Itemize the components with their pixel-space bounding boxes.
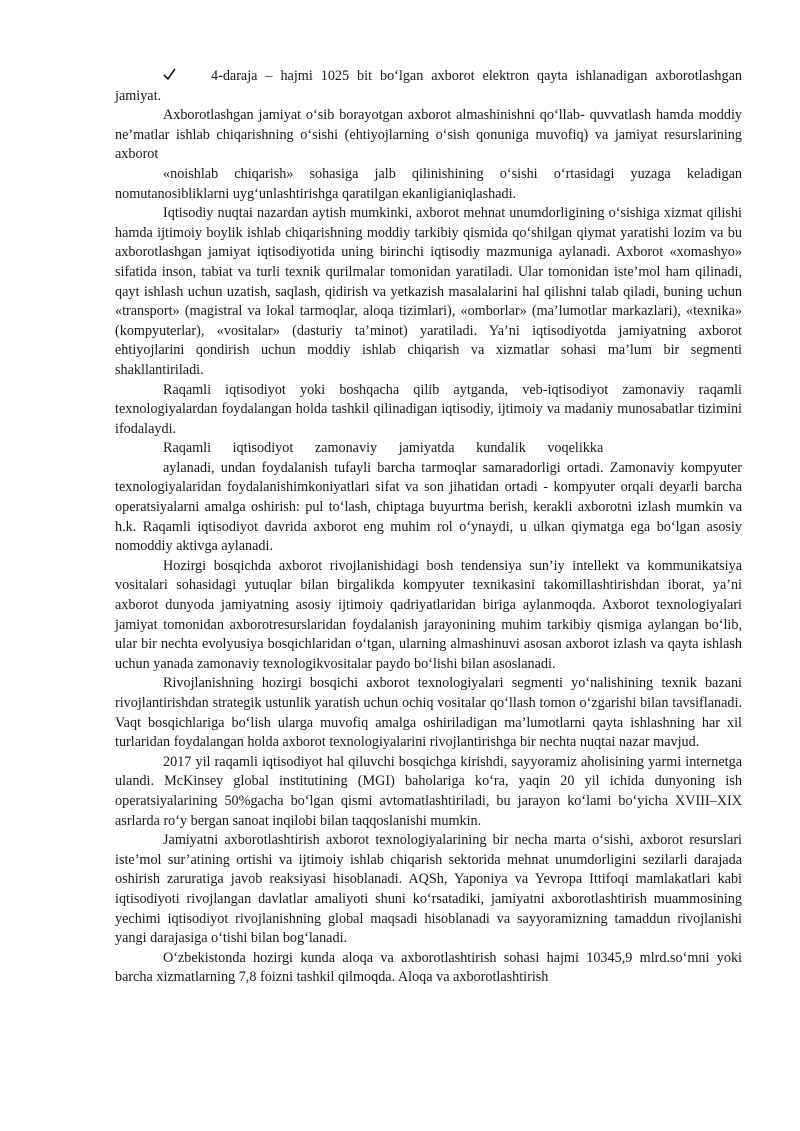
paragraph-text: 4-daraja – hajmi 1025 bit bo‘lgan axborot elektron qayta ishlanadigan axborotlashgan jamiyat. bbox=[115, 68, 742, 104]
paragraph: aylanadi, undan foydalanish tufayli barcha tarmoqlar samaradorligi ortadi. Zamonaviy kompyuter texnologiyalaridan foydalanishimkoniyatlari sifat va son jihatidan ortadi - kompyuter orqali deyarli barcha operatsiyalarni amalga oshirish: pul to‘lash, chiptaga buyurtma berish, kerakli axborotni izlash mumkin va h.k. Raqamli iqtisodiyot davrida axborot eng muhim rol o‘ynaydi, u ulkan qiymatga ega bo‘lgan asosiy nomoddiy aktivga aylanadi. bbox=[115, 459, 742, 555]
document-body bbox=[115, 67, 742, 988]
paragraph: Iqtisodiy nuqtai nazardan aytish mumkinki, axborot mehnat unumdorligining o‘sishiga xizmat qilishi hamda ijtimoiy boylik ishlab chiqarishning moddiy tarkibiy qismida qo‘shilgan qiymat yaratishi lozim va bu axborotlashgan jamiyat iqtisodiyotida uning birinchi iqtisodiy mazmuniga aylanadi. Axborot «xomashyo» sifatida inson, tabiat va turli texnik qurilmalar tomonidan yaratiladi. Ular tomonidan iste’mol ham qilinadi, qayt ishlash uchun uzatish, saqlash, qidirish va yetkazish masalalarini hal qilishni talab qiladi, buning uchun «transport» (magistral va lokal tarmoqlar, aloqa tizimlari), «omborlar» (ma’lumotlar markazlari), «texnika» (kompyuterlar), «vositalar» (dasturiy ta’minot) yaratiladi. Ya’ni iqtisodiyotda jamiyatning axborot ehtiyojlarini qondirish uchun moddiy ishlab chiqarish va xizmatlar sohasi ma’lum bir segmenti shakllantiriladi. bbox=[115, 205, 742, 378]
paragraph: Raqamli iqtisodiyot yoki boshqacha qilib aytganda, veb-iqtisodiyot zamonaviy raqamli texnologiyalardan foydalangan holda tashkil qilinadigan iqtisodiy, ijtimoiy va madaniy munosabatlar tizimini ifodalaydi. bbox=[115, 381, 742, 437]
paragraph: Raqamli iqtisodiyot zamonaviy jamiyatda kundalik voqelikka bbox=[163, 440, 604, 457]
checkmark-icon bbox=[163, 67, 211, 87]
paragraph: O‘zbekistonda hozirgi kunda aloqa va axborotlashtirish sohasi hajmi 10345,9 mlrd.so‘mni yoki barcha xizmatlarning 7,8 foizni tashkil qilmoqda. Aloqa va axborotlashtirish bbox=[115, 949, 742, 986]
paragraph: Axborotlashgan jamiyat o‘sib borayotgan axborot almashinishni qo‘llab- quvvatlash hamda moddiy ne’matlar ishlab chiqarishning o‘sishi (ehtiyojlarning o‘sish qonuniga muvofiq) va jamiyat resurslarining axborot bbox=[115, 107, 742, 163]
paragraph: 2017 yil raqamli iqtisodiyot hal qiluvchi bosqichga kirishdi, sayyoramiz aholisining yarmi internetga ulandi. McKinsey global institutining (MGI) baholariga ko‘ra, yaqin 20 yil ichida dunyoning ish operatsiyalarining 50%gacha bo‘lgan qismi avtomatlashtiriladi, bu jarayon ko‘lami bo‘yicha XVIII–XIX asrlarda ro‘y bergan sanoat inqilobi bilan taqqoslanishi mumkin. bbox=[115, 753, 742, 829]
paragraph: Hozirgi bosqichda axborot rivojlanishidagi bosh tendensiya sun’iy intellekt va kommunikatsiya vositalari sohasidagi yutuqlar bilan birgalikda kompyuter texnikasini takomillashtirishdan iborat, ya’ni axborot dunyoda jamiyatning asosiy ijtimoiy qadriyatlaridan biriga aylanmoqda. Axborot texnologiyalari jamiyat tomonidan axborotresurslaridan foydalanish jarayonining muhim tarkibiy qismiga aylangan bo‘lib, ular bir nechta evolyusiya bosqichlaridan o‘tgan, ularning almashinuvi asosan axborot izlash va qayta ishlash uchun yanada zamonaviy texnologikvositalar paydo bo‘lishi bilan asoslanadi. bbox=[115, 557, 742, 672]
paragraph: Rivojlanishning hozirgi bosqichi axborot texnologiyalari segmenti yo‘nalishining texnik bazani rivojlantirishdan strategik ustunlik yaratish uchun ochiq vositalar qo‘llash tomon o‘zgarishi bilan tavsiflanadi. Vaqt bosqichlariga bo‘lish ularga muvofiq amalga oshiriladigan ma’lumotlarni qayta ishlashning har xil turlaridan foydalangan holda axborot texnologiyalarini rivojlantirishga bir nechta nuqtai nazar mavjud. bbox=[115, 675, 742, 751]
paragraph: «noishlab chiqarish» sohasiga jalb qilinishining o‘sishi o‘rtasidagi yuzaga keladigan nomutanosibliklarni uyg‘unlashtirishga qaratilgan ekanligianiqlashadi. bbox=[115, 165, 742, 202]
paragraph-bullet-level-4 bbox=[115, 67, 742, 106]
paragraph: Jamiyatni axborotlashtirish axborot texnologiyalarining bir necha marta o‘sishi, axborot resurslari iste’mol sur’atining ortishi va ijtimoiy ishlab chiqarish sektorida mehnat unumdorligini sezilarli darajada oshirish zaruratiga javob reaksiyasi hisoblanadi. AQSh, Yaponiya va Yevropa Ittifoqi mamlakatlari kabi iqtisodiyoti rivojlangan davlatlar amaliyoti shuni ko‘rsatadiki, jamiyatni axborotlashtirish muammosining yechimi iqtisodiyot rivojlanishning global maqsadi hisoblanadi va sayyoramizning tamaddun rivojlanishi yangi darajasiga o‘tishi bilan bog‘lanadi. bbox=[115, 832, 742, 947]
